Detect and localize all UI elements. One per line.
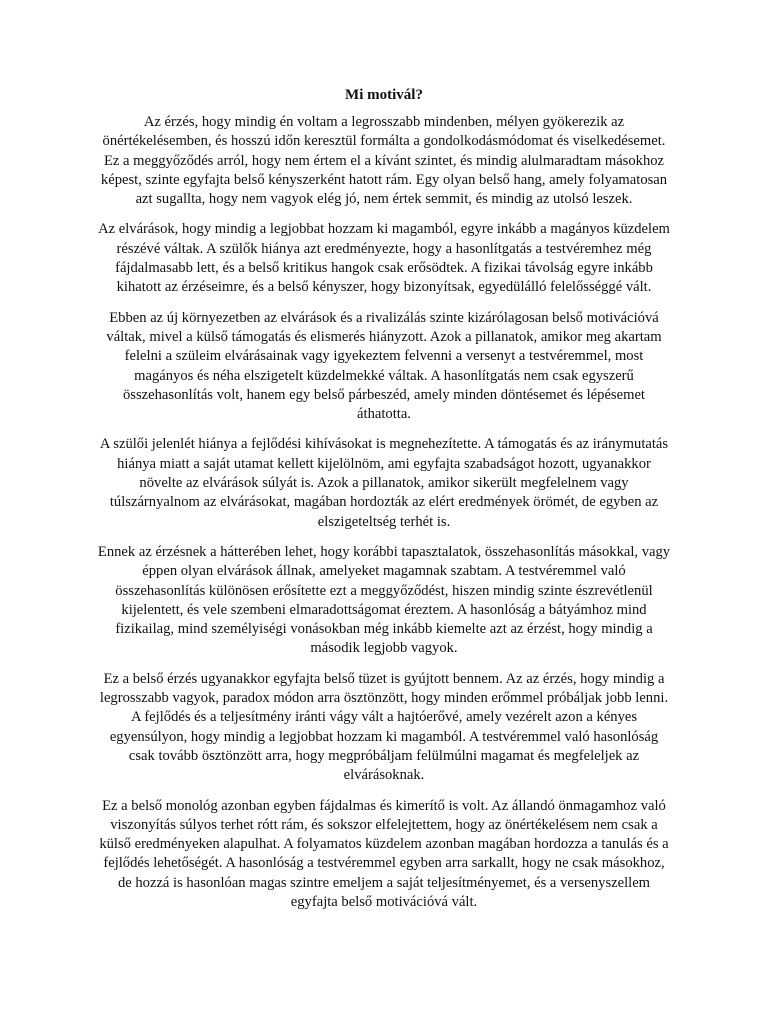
paragraph-6: Ez a belső érzés ugyanakkor egyfajta belső tüzet is gyújtott bennem. Az az érzés, hogy mindig a legrosszabb vagyok, paradox módon arra ösztönzött, hogy minden erőmmel próbáljak jobb lenni. A fejlődés és a teljesítmény iránti vágy vált a hajtóerővé, amely vezérelt azon a kényes egyensúlyon, hogy mindig a legjobbat hozzam ki magamból. A testvéremmel való hasonlóság csak tovább ösztönzött arra, hogy megpróbáljam felülmúlni magamat és megfeleljek az elvárásoknak. [99,670,669,784]
paragraph-2: Az elvárások, hogy mindig a legjobbat hozzam ki magamból, egyre inkább a magányos küzdelem részévé váltak. A szülők hiánya azt eredményezte, hogy a hasonlítgatás a testvéremhez még fájdalmasabb lett, és a belső kritikus hangok csak erősödtek. A fizikai távolság egyre inkább kihatott az érzéseimre, és a belső kényszer, hogy bizonyítsak, egyedülálló felelősséggé vált. [98,221,670,296]
paragraph-3: Ebben az új környezetben az elvárások és a rivalizálás szinte kizárólagosan belső motivációvá váltak, mivel a külső támogatás és elismerés hiányzott. Azok a pillanatok, amikor meg akartam felelni a szüleim elvárásainak vagy igyekeztem felvenni a versenyt a testvéremmel, most magányos és néha elszigetelt küzdelmekké váltak. A hasonlítgatás nem csak egyszerű összehasonlítás volt, hanem egy belső párbeszéd, amely minden döntésemet és lépésemet áthatotta. [106,309,662,423]
document-page [96,86,672,923]
paragraph-7: Ez a belső monológ azonban egyben fájdalmas és kimerítő is volt. Az állandó önmagamhoz való viszonyítás súlyos terhet rótt rám, és sokszor elfelejtettem, hogy az önértékelésem nem csak a külső eredményeken alapulhat. A folyamatos küzdelem azonban magában hordozza a tanulás és a fejlődés lehetőségét. A hasonlóság a testvéremmel egyben arra sarkallt, hogy ne csak másokhoz, de hozzá is hasonlóan magas szintre emeljem a saját teljesítményemet, és a versenyszellem egyfajta belső motivációvá vált. [99,797,669,910]
document-title: Mi motivál? [345,87,423,103]
paragraph-4: A szülői jelenlét hiánya a fejlődési kihívásokat is megnehezítette. A támogatás és az iránymutatás hiánya miatt a saját utamat kellett kijelölnöm, ami egyfajta szabadságot hozott, ugyanakkor növelte az elvárások súlyát is. Azok a pillanatok, amikor sikerült megfelelnem vagy túlszárnyalnom az elvárásokat, magában hordozták az elért eredmények örömét, de egyben az elszigeteltség terhét is. [99,436,669,530]
paragraph-1: Az érzés, hogy mindig én voltam a legrosszabb mindenben, mélyen gyökerezik az önértékelésemben, és hosszú időn keresztül formálta a gondolkodásmódomat és viselkedésemet. Ez a meggyőződés arról, hogy nem értem el a kívánt szintet, és mindig alulmaradtam másokhoz képest, szinte egyfajta belső kényszerként hatott rám. Egy olyan belső hang, amely folyamatosan azt sugallta, hogy nem vagyok elég jó, nem értek semmit, és mindig az utolsó leszek. [100,114,668,208]
paragraph-5: Ennek az érzésnek a hátterében lehet, hogy korábbi tapasztalatok, összehasonlítás másokkal, vagy éppen olyan elvárások állnak, amelyeket magamnak szabtam. A testvéremmel való összehasonlítás különösen erősítette ezt a meggyőződést, hiszen mindig szinte észrevétlenül kijelentett, és vele szembeni elmaradottságomat éreztem. A hasonlóság a bátyámhoz mind fizikailag, mind személyiségi vonásokban még inkább kiemelte azt az érzést, hogy mindig a második legjobb vagyok. [97,543,671,657]
